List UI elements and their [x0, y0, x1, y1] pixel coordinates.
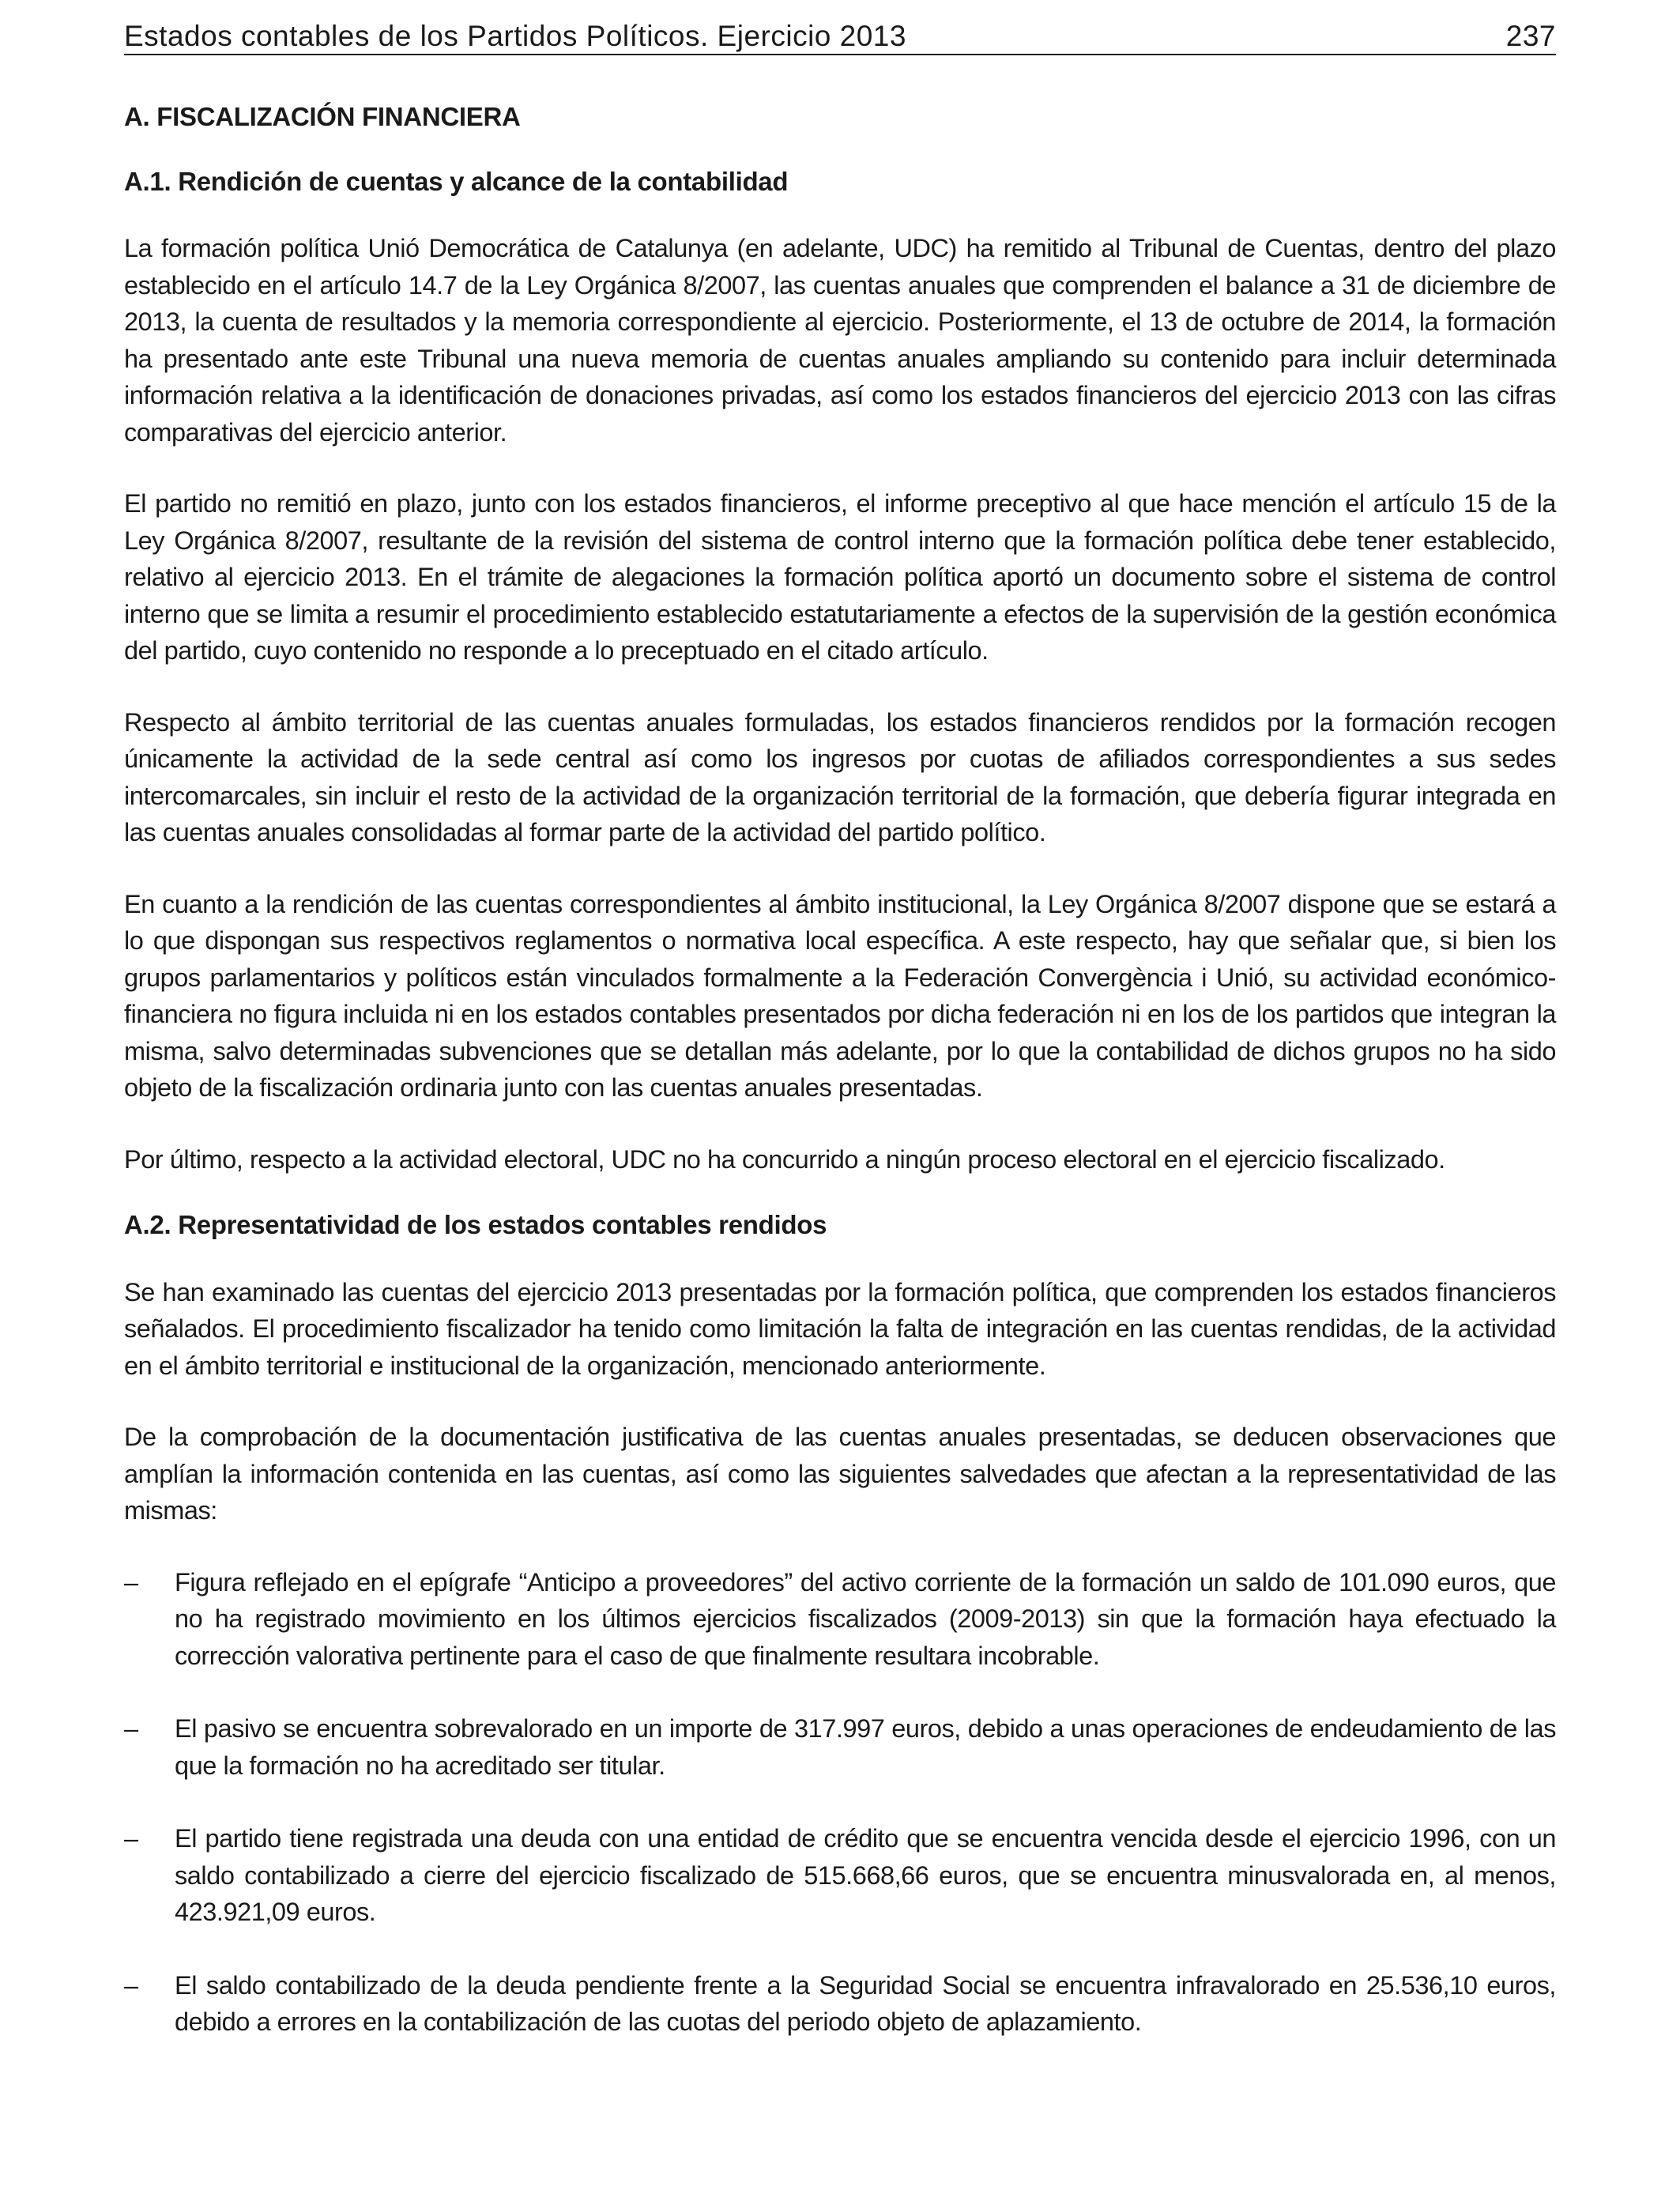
dash-bullet: –: [124, 1970, 138, 2000]
subsection-heading-a1: A.1. Rendición de cuentas y alcance de la contabilidad: [124, 166, 789, 196]
findings-list: [124, 1564, 1556, 2041]
list-item-text: El saldo contabilizado de la deuda pendiente frente a la Seguridad Social se encuentra infravalorado en 25.536,10 euros, debido a errores en la contabilización de las cuotas del periodo objeto de aplazamiento.: [175, 1970, 1556, 2037]
list-item: [124, 1710, 1556, 1784]
paragraph: En cuanto a la rendición de las cuentas correspondientes al ámbito institucional, la Ley Orgánica 8/2007 dispone que se estará a lo que dispongan sus respectivos reglamentos o normativa local específica. A este respecto, hay que señalar que, si bien los grupos parlamentarios y políticos están vinculados formalmente a la Federación Convergència i Unió, su actividad económico-financiera no figura incluida ni en los estados contables presentados por dicha federación ni en los de los partidos que integran la misma, salvo determinadas subvenciones que se detallan más adelante, por lo que la contabilidad de dichos grupos no ha sido objeto de la fiscalización ordinaria junto con las cuentas anuales presentadas.: [124, 889, 1556, 1103]
document-body: [124, 101, 1556, 2077]
paragraph: El partido no remitió en plazo, junto con los estados financieros, el informe preceptivo al que hace mención el artículo 15 de la Ley Orgánica 8/2007, resultante de la revisión del sistema de control interno que la formación política debe tener establecido, relativo al ejercicio 2013. En el trámite de alegaciones la formación política aportó un documento sobre el sistema de control interno que se limita a resumir el procedimiento establecido estatutariamente a efectos de la supervisión de la gestión económica del partido, cuyo contenido no responde a lo preceptuado en el citado artículo.: [124, 489, 1556, 665]
list-item: [124, 1820, 1556, 1931]
subsection-heading-a2: A.2. Representatividad de los estados contables rendidos: [124, 1210, 827, 1240]
dash-bullet: –: [124, 1714, 138, 1744]
dash-bullet: –: [124, 1567, 138, 1596]
document-page: [124, 0, 1556, 2194]
list-item-text: El pasivo se encuentra sobrevalorado en un importe de 317.997 euros, debido a unas operaciones de endeudamiento de las que la formación no ha acreditado ser titular.: [175, 1714, 1556, 1780]
paragraph: Por último, respecto a la actividad electoral, UDC no ha concurrido a ningún proceso electoral en el ejercicio fiscalizado.: [124, 1144, 1445, 1174]
running-header: [124, 14, 1556, 55]
list-item: [124, 1564, 1556, 1675]
paragraph: Respecto al ámbito territorial de las cuentas anuales formuladas, los estados financieros rendidos por la formación recogen únicamente la actividad de la sede central así como los ingresos por cuotas de afiliados correspondientes a sus sedes intercomarcales, sin incluir el resto de la actividad de la organización territorial de la formación, que debería figurar integrada en las cuentas anuales consolidadas al formar parte de la actividad del partido político.: [124, 707, 1556, 847]
dash-bullet: –: [124, 1824, 138, 1853]
list-item: [124, 1967, 1556, 2041]
paragraph: La formación política Unió Democrática de Catalunya (en adelante, UDC) ha remitido al Tribunal de Cuentas, dentro del plazo establecido en el artículo 14.7 de la Ley Orgánica 8/2007, las cuentas anuales que comprenden el balance a 31 de diciembre de 2013, la cuenta de resultados y la memoria correspondiente al ejercicio. Posteriormente, el 13 de octubre de 2014, la formación ha presentado ante este Tribunal una nueva memoria de cuentas anuales ampliando su contenido para incluir determinada información relativa a la identificación de donaciones privadas, así como los estados financieros del ejercicio 2013 con las cifras comparativas del ejercicio anterior.: [124, 234, 1556, 447]
list-item-text: Figura reflejado en el epígrafe “Anticipo a proveedores” del activo corriente de la formación un saldo de 101.090 euros, que no ha registrado movimiento en los últimos ejercicios fiscalizados (2009-2013) sin que la formación haya efectuado la corrección valorativa pertinente para el caso de que finalmente resultara incobrable.: [175, 1567, 1556, 1670]
paragraph: De la comprobación de la documentación justificativa de las cuentas anuales presentadas, se deducen observaciones que amplían la información contenida en las cuentas, así como las siguientes salvedades que afectan a la representatividad de las mismas:: [124, 1423, 1556, 1525]
page-number: 237: [1505, 20, 1556, 52]
paragraph: Se han examinado las cuentas del ejercicio 2013 presentadas por la formación política, que comprenden los estados financieros señalados. El procedimiento fiscalizador ha tenido como limitación la falta de integración en las cuentas rendidas, de la actividad en el ámbito territorial e institucional de la organización, mencionado anteriormente.: [124, 1277, 1556, 1380]
section-heading: A. FISCALIZACIÓN FINANCIERA: [124, 102, 521, 131]
header-title: Estados contables de los Partidos Políticos. Ejercicio 2013: [124, 20, 906, 52]
list-item-text: El partido tiene registrada una deuda con una entidad de crédito que se encuentra vencida desde el ejercicio 1996, con un saldo contabilizado a cierre del ejercicio fiscalizado de 515.668,66 euros, que se encuentra minusvalorada en, al menos, 423.921,09 euros.: [175, 1824, 1556, 1927]
